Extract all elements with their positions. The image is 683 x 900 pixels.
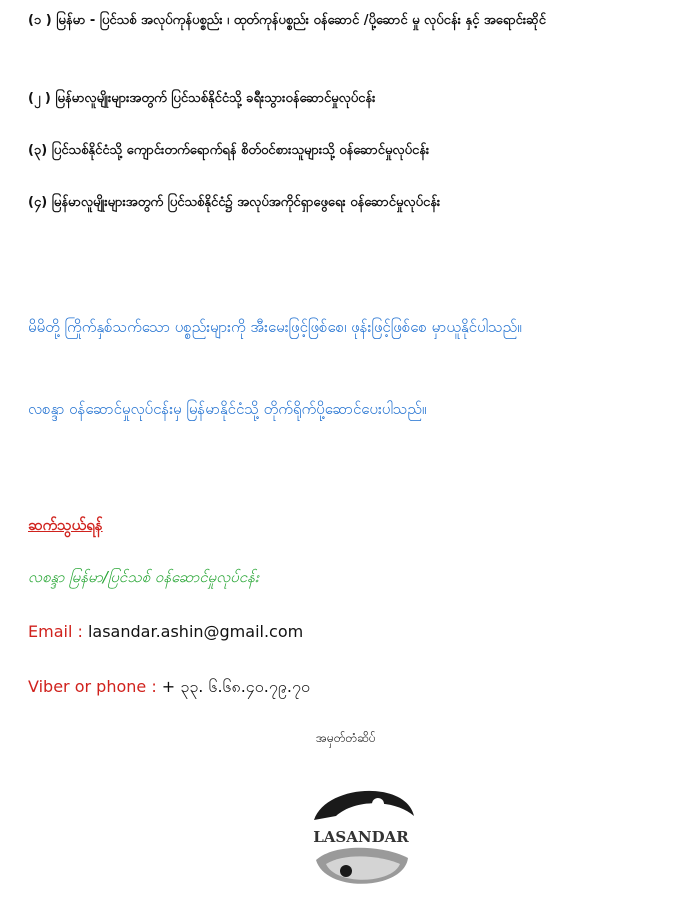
contact-heading: ဆက်သွယ်ရန် xyxy=(28,516,103,534)
company-name: လစန္ဒာ မြန်မာ/ပြင်သစ် ဝန်ဆောင်မှုလုပ်ငန်း xyxy=(28,568,259,586)
service-item-1: (၁ ) မြန်မာ - ပြင်သစ် အလုပ်ကုန်ပစ္စည်း ၊ ထုတ်ကုန်ပစ္စည်း ဝန်ဆောင် /ပို့ဆောင် မှု လုပ်ငန်း နှင့် အရောင်းဆိုင် xyxy=(28,13,546,28)
service-item-2: (၂ ) မြန်မာလူမျိုးများအတွက် ပြင်သစ်နိုင်ငံသို့ ခရီးသွားဝန်ဆောင်မှုလုပ်ငန်း xyxy=(28,91,376,106)
service-item-3: (၃) ပြင်သစ်နိုင်ငံသို့ ကျောင်းတက်ရောက်ရန် စိတ်ဝင်စားသူများသို့ ဝန်ဆောင်မှုလုပ်ငန်း xyxy=(28,143,430,158)
service-item-4: (၄) မြန်မာလူမျိုးများအတွက် ပြင်သစ်နိုင်ငံ၌ အလုပ်အကိုင်ရှာဖွေရေး ဝန်ဆောင်မှုလုပ်ငန်း xyxy=(28,195,441,210)
order-note: မိမိတို့ ကြိုက်နှစ်သက်သော ပစ္စည်းများကို အီးမေးဖြင့်ဖြစ်စေ၊ ဖုန်းဖြင့်ဖြစ်စေ မှာယူနိုင်ပါသည်။ xyxy=(28,318,522,336)
lasandar-logo xyxy=(296,776,426,896)
phone-number: + ၃၃. ၆.၆၈.၄၀.၇၉.၇၀ xyxy=(161,677,310,696)
delivery-note: လစန္ဒာ ဝန်ဆောင်မှုလုပ်ငန်းမှ မြန်မာနိုင်ငံသို့ တိုက်ရိုက်ပို့ဆောင်ပေးပါသည်။ xyxy=(28,400,427,418)
email-link[interactable]: lasandar.ashin@gmail.com xyxy=(87,622,304,641)
email-row xyxy=(28,622,303,641)
phone-row xyxy=(28,676,310,700)
email-label: Email : xyxy=(28,622,83,641)
logo-text: LASANDAR xyxy=(313,828,409,846)
phone-label: Viber or phone : xyxy=(28,677,157,696)
trademark-label: အမှတ်တံဆိပ် xyxy=(316,731,376,745)
